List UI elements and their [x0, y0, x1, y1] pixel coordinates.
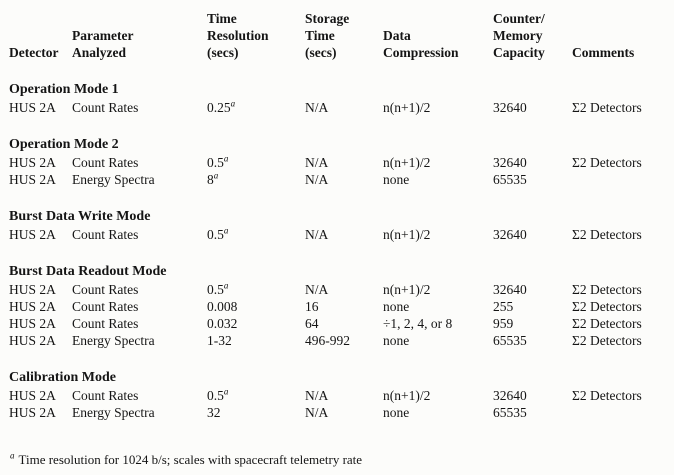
column-header-line: Analyzed	[72, 45, 126, 60]
column-header-line: Counter/	[493, 11, 545, 26]
column-header-line: Detector	[9, 45, 59, 60]
table-cell: 255	[493, 299, 514, 314]
table-row	[0, 226, 674, 243]
table-cell: Count Rates	[72, 227, 139, 242]
column-header-line: Time	[207, 11, 237, 26]
section-title: Burst Data Write Mode	[9, 209, 151, 224]
table-cell: HUS 2A	[9, 227, 56, 242]
section-title: Operation Mode 1	[9, 82, 119, 97]
column-header-line	[572, 27, 674, 44]
table-cell: 65535	[493, 333, 527, 348]
column-header-data-compression	[383, 10, 493, 61]
table-cell: Σ2 Detectors	[572, 100, 642, 115]
table-cell	[572, 171, 674, 188]
column-header-line: Compression	[383, 45, 459, 60]
column-header-line: Resolution	[207, 28, 269, 43]
table-header	[0, 10, 674, 61]
section-title: Burst Data Readout Mode	[9, 264, 167, 279]
table-cell: Σ2 Detectors	[572, 388, 642, 403]
column-header-line	[383, 10, 493, 27]
column-header-counter-memory-capacity	[493, 10, 572, 61]
table-cell: Count Rates	[72, 316, 139, 331]
table-cell: N/A	[305, 405, 329, 420]
column-header-line: Time	[305, 28, 335, 43]
table-cell: none	[383, 405, 410, 420]
table-cell: 0.25$^a$	[207, 98, 236, 115]
table-cell: HUS 2A	[9, 155, 56, 170]
column-header-line	[9, 10, 72, 27]
table-cell: Σ2 Detectors	[572, 299, 642, 314]
column-header-line	[72, 10, 207, 27]
table-cell: HUS 2A	[9, 405, 56, 420]
table-cell: Count Rates	[72, 155, 139, 170]
table-cell: n(n+1)/2	[383, 388, 431, 403]
table-cell: N/A	[305, 100, 329, 115]
table-cell: 0.5$^a$	[207, 280, 229, 297]
table-cell: N/A	[305, 227, 329, 242]
table-row	[0, 315, 674, 332]
table-cell: 65535	[493, 405, 527, 420]
column-header-line: Comments	[572, 45, 635, 60]
table-cell: 16	[305, 299, 319, 314]
table-cell: 32640	[493, 388, 527, 403]
table-cell: Σ2 Detectors	[572, 282, 642, 297]
table-cell: 32	[207, 405, 221, 420]
table-row	[0, 404, 674, 421]
table-cell: Energy Spectra	[72, 172, 155, 187]
table-cell: 0.5$^a$	[207, 153, 229, 170]
column-header-storage-time	[305, 10, 383, 61]
table-row	[0, 171, 674, 188]
table-cell: 32640	[493, 100, 527, 115]
table-cell: Count Rates	[72, 388, 139, 403]
table-cell: 64	[305, 316, 319, 331]
table-row	[0, 332, 674, 349]
table-cell: N/A	[305, 172, 329, 187]
table-cell: 959	[493, 316, 514, 331]
table-cell: Σ2 Detectors	[572, 333, 642, 348]
table-cell: 32640	[493, 227, 527, 242]
table-cell: N/A	[305, 388, 329, 403]
table-cell: 32640	[493, 155, 527, 170]
table-cell: n(n+1)/2	[383, 227, 431, 242]
column-header-detector	[9, 10, 72, 61]
column-header-line: Data	[383, 28, 411, 43]
table-row	[0, 281, 674, 298]
section-title: Calibration Mode	[9, 370, 116, 385]
table-footnote	[0, 451, 674, 468]
column-header-time-resolution	[207, 10, 305, 61]
table-cell: 65535	[493, 172, 527, 187]
table-cell: none	[383, 172, 410, 187]
table-row	[0, 387, 674, 404]
table-cell: HUS 2A	[9, 388, 56, 403]
table-cell: Count Rates	[72, 282, 139, 297]
column-header-line: Storage	[305, 11, 350, 26]
column-header-comments	[572, 10, 674, 61]
table-cell: 32640	[493, 282, 527, 297]
table-cell: n(n+1)/2	[383, 100, 431, 115]
table-cell: Σ2 Detectors	[572, 316, 642, 331]
table-cell: n(n+1)/2	[383, 155, 431, 170]
table-cell: 0.5$^a$	[207, 386, 229, 403]
table-cell: HUS 2A	[9, 282, 56, 297]
table-row	[0, 99, 674, 116]
table-cell: Energy Spectra	[72, 405, 155, 420]
table-cell: HUS 2A	[9, 172, 56, 187]
table-row	[0, 298, 674, 315]
table-cell: ÷1, 2, 4, or 8	[383, 316, 453, 331]
column-header-line: Memory	[493, 28, 543, 43]
table-cell: Count Rates	[72, 100, 139, 115]
table-cell: none	[383, 333, 410, 348]
table-cell: 8$^a$	[207, 170, 219, 187]
table-body	[0, 80, 674, 421]
column-header-line: (secs)	[207, 45, 239, 60]
table-cell: none	[383, 299, 410, 314]
column-header-line: (secs)	[305, 45, 337, 60]
table-cell: Count Rates	[72, 299, 139, 314]
section-title: Operation Mode 2	[9, 137, 119, 152]
table-cell: N/A	[305, 282, 329, 297]
column-header-line	[572, 10, 674, 27]
footnote-text: Time resolution for 1024 b/s; scales with spacecraft telemetry rate	[18, 452, 363, 467]
table-cell: 0.008	[207, 299, 238, 314]
column-header-line: Parameter	[72, 28, 134, 43]
table-cell: 1-32	[207, 333, 232, 348]
footnote-marker: a	[10, 450, 15, 461]
table-cell: 0.5$^a$	[207, 225, 229, 242]
table-cell: HUS 2A	[9, 299, 56, 314]
table-cell: n(n+1)/2	[383, 282, 431, 297]
table-cell: Σ2 Detectors	[572, 155, 642, 170]
table-cell: 0.032	[207, 316, 238, 331]
table-cell: Σ2 Detectors	[572, 227, 642, 242]
table-cell	[572, 404, 674, 421]
column-header-line	[9, 27, 72, 44]
column-header-line: Capacity	[493, 45, 545, 60]
table-cell: HUS 2A	[9, 100, 56, 115]
table-cell: HUS 2A	[9, 333, 56, 348]
table-cell: Energy Spectra	[72, 333, 155, 348]
table-cell: N/A	[305, 155, 329, 170]
column-header-parameter-analyzed	[72, 10, 207, 61]
table-cell: 496-992	[305, 333, 350, 348]
table-cell: HUS 2A	[9, 316, 56, 331]
table-row	[0, 154, 674, 171]
